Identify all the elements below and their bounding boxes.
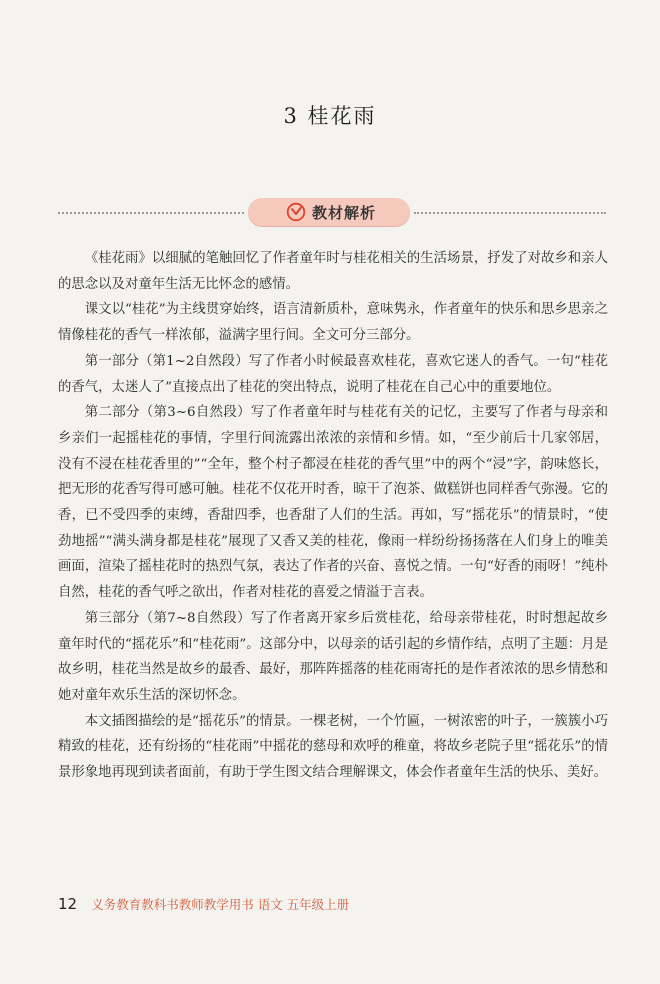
dotted-divider-left xyxy=(58,212,244,214)
paragraph: 第二部分（第3~6自然段）写了作者童年时与桂花有关的记忆，主要写了作者与母亲和乡亲们一起摇桂花的事情，字里行间流露出浓浓的亲情和乡情。如，“至少前后十几家邻居，没有不浸在桂花香里的”“全年，整个村子都浸在桂花的香气里”中的两个“浸”字，韵味悠长，把无形的花香写得可感可触。桂花不仅花开时香，晾干了泡茶、做糕饼也同样香气弥漫。它的香，已不受四季的束缚，香甜四季，也香甜了人们的生活。再如，写“摇花乐”的情景时，“使劲地摇”“满头满身都是桂花”展现了又香又美的桂花，像雨一样纷纷扬扬落在人们身上的唯美画面，渲染了摇桂花时的热烈气氛，表达了作者的兴奋、喜悦之情。一句“好香的雨呀！”纯朴自然，桂花的香气呼之欲出，作者对桂花的喜爱之情溢于言表。 xyxy=(58,405,608,601)
paragraph: 第三部分（第7~8自然段）写了作者离开家乡后赏桂花，给母亲带桂花，时时想起故乡童年时代的“摇花乐”和“桂花雨”。这部分中，以母亲的话引起的乡情作结，点明了主题：月是故乡明，桂花当然是故乡的最香、最好，那阵阵摇落的桂花雨寄托的是作者浓浓的思乡情愁和她对童年欢乐生活的深切怀念。 xyxy=(58,610,608,703)
book-title: 义务教育教科书教师教学用书 语文 五年级上册 xyxy=(91,897,350,912)
paragraph: 本文插图描绘的是“摇花乐”的情景。一棵老树，一个竹匾，一树浓密的叶子，一簇簇小巧精致的桂花，还有纷扬的“桂花雨”中摇花的慈母和欢呼的稚童，将故乡老院子里“摇花乐”的情景形象地再现到读者面前，有助于学生图文结合理解课文，体会作者童年生活的快乐、美好。 xyxy=(58,713,608,781)
analysis-body xyxy=(58,246,608,786)
paragraph: 课文以“桂花”为主线贯穿始终，语言清新质朴，意味隽永，作者童年的快乐和思乡思亲之情像桂花的香气一样浓郁，溢满字里行间。全文可分三部分。 xyxy=(58,302,608,344)
page-title: 3 桂花雨 xyxy=(283,104,377,128)
section-label-pill xyxy=(248,198,410,226)
section-label: 教材解析 xyxy=(312,204,377,222)
dotted-divider-right xyxy=(414,212,606,214)
page-number: 12 xyxy=(58,895,78,913)
page-footer xyxy=(58,895,349,913)
paragraph: 第一部分（第1~2自然段）写了作者小时候最喜欢桂花，喜欢它迷人的香气。一句“桂花的香气，太迷人了”直接点出了桂花的突出特点，说明了桂花在自己心中的重要地位。 xyxy=(58,353,608,395)
paragraph: 《桂花雨》以细腻的笔触回忆了作者童年时与桂花相关的生活场景，抒发了对故乡和亲人的思念以及对童年生活无比怀念的感情。 xyxy=(58,251,608,292)
section-header xyxy=(58,198,606,228)
chevron-circle-icon xyxy=(286,202,306,222)
